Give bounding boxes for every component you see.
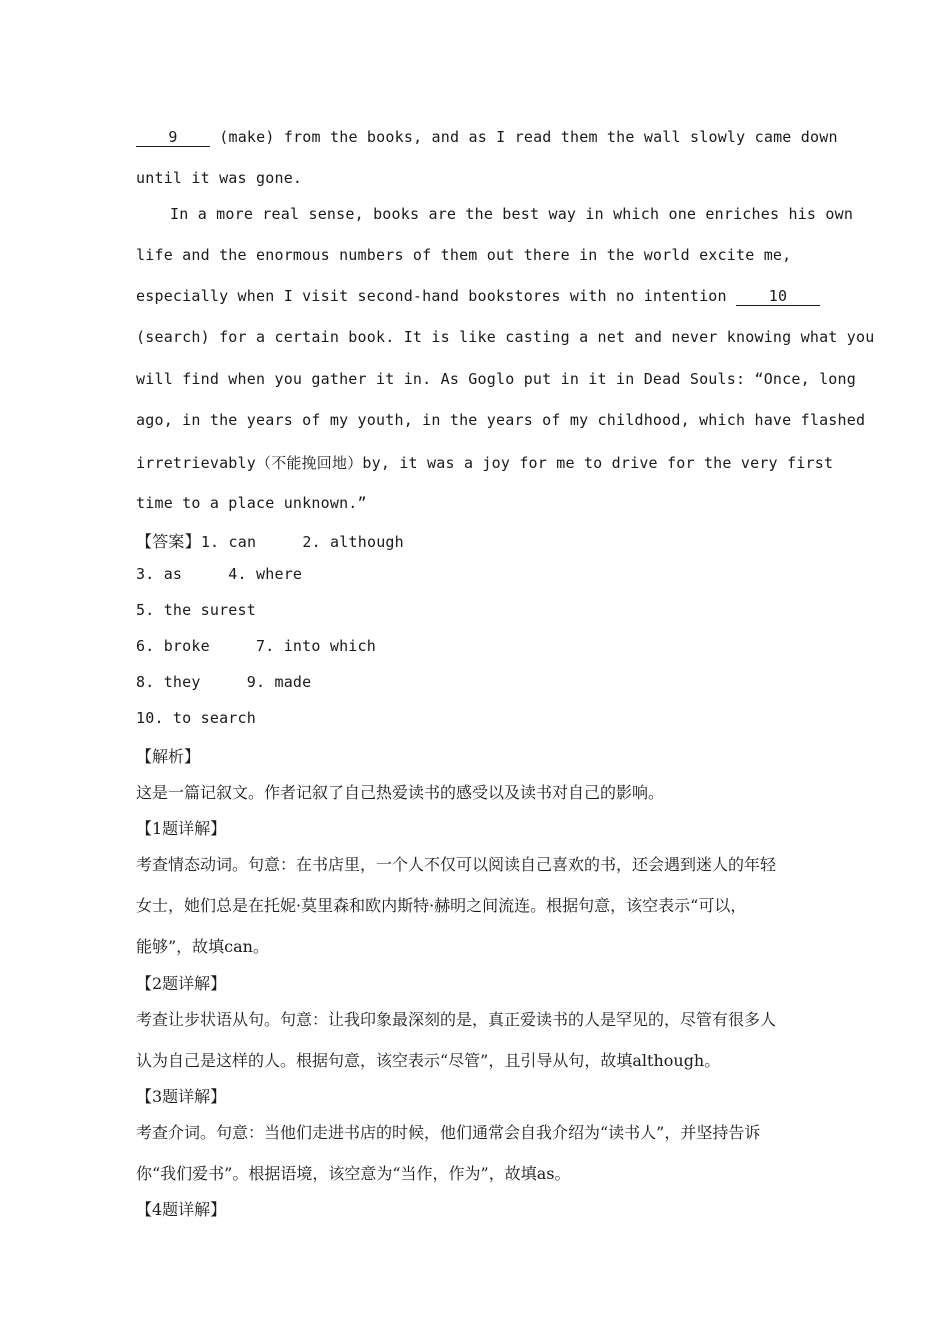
answers-text: 1. can 2. although <box>200 533 404 551</box>
passage-line <box>136 287 820 306</box>
question-4-heading: 【4题详解】 <box>136 1200 227 1219</box>
question-1-line: 考查情态动词。句意：在书店里，一个人不仅可以阅读自己喜欢的书，还会遇到迷人的年轻 <box>136 855 777 874</box>
passage-line: will find when you gather it in. As Goglo put in it in Dead Souls: “Once, long <box>136 370 856 388</box>
answers-heading: 【答案】 <box>136 532 201 551</box>
question-2-heading: 【2题详解】 <box>136 974 227 993</box>
question-1-heading: 【1题详解】 <box>136 819 227 838</box>
passage-line: until it was gone. <box>136 169 303 187</box>
answers-row: 6. broke 7. into which <box>136 637 376 655</box>
passage-line: In a more real sense, books are the best way in which one enriches his own <box>170 205 854 223</box>
answers-row <box>136 529 404 552</box>
answers-row: 10. to search <box>136 709 256 727</box>
analysis-heading: 【解析】 <box>136 747 201 766</box>
passage-line: time to a place unknown.” <box>136 494 367 512</box>
blank-9: 9 <box>136 130 210 147</box>
question-1-line: 女士，她们总是在托妮·莫里森和欧内斯特·赫明之间流连。根据句意，该空表示“可以， <box>136 896 747 915</box>
question-2-line: 考查让步状语从句。句意：让我印象最深刻的是，真正爱读书的人是罕见的，尽管有很多人 <box>136 1010 777 1029</box>
answers-row: 5. the surest <box>136 601 256 619</box>
question-2-line: 认为自己是这样的人。根据句意，该空表示“尽管”，且引导从句，故填although。 <box>136 1051 721 1070</box>
question-3-heading: 【3题详解】 <box>136 1087 227 1106</box>
question-3-line: 你“我们爱书”。根据语境，该空意为“当作，作为”，故填as。 <box>136 1164 571 1183</box>
question-3-line: 考查介词。句意：当他们走进书店的时候，他们通常会自我介绍为“读书人”，并坚持告诉 <box>136 1123 761 1142</box>
answers-row: 3. as 4. where <box>136 565 303 583</box>
passage-text: (make) from the books, and as I read them the wall slowly came down <box>210 128 838 146</box>
question-1-line: 能够”，故填can。 <box>136 937 269 956</box>
passage-text: especially when I visit second-hand bookstores with no intention <box>136 287 736 305</box>
passage-line: (search) for a certain book. It is like casting a net and never knowing what you <box>136 328 875 346</box>
analysis-summary: 这是一篇记叙文。作者记叙了自己热爱读书的感受以及读书对自己的影响。 <box>136 783 665 802</box>
passage-line: ago, in the years of my youth, in the years of my childhood, which have flashed <box>136 411 866 429</box>
passage-line: irretrievably（不能挽回地）by, it was a joy for me to drive for the very first <box>136 454 834 472</box>
blank-10: 10 <box>736 289 820 306</box>
passage-line <box>136 128 838 147</box>
answers-row: 8. they 9. made <box>136 673 312 691</box>
passage-line: life and the enormous numbers of them out there in the world excite me, <box>136 246 792 264</box>
